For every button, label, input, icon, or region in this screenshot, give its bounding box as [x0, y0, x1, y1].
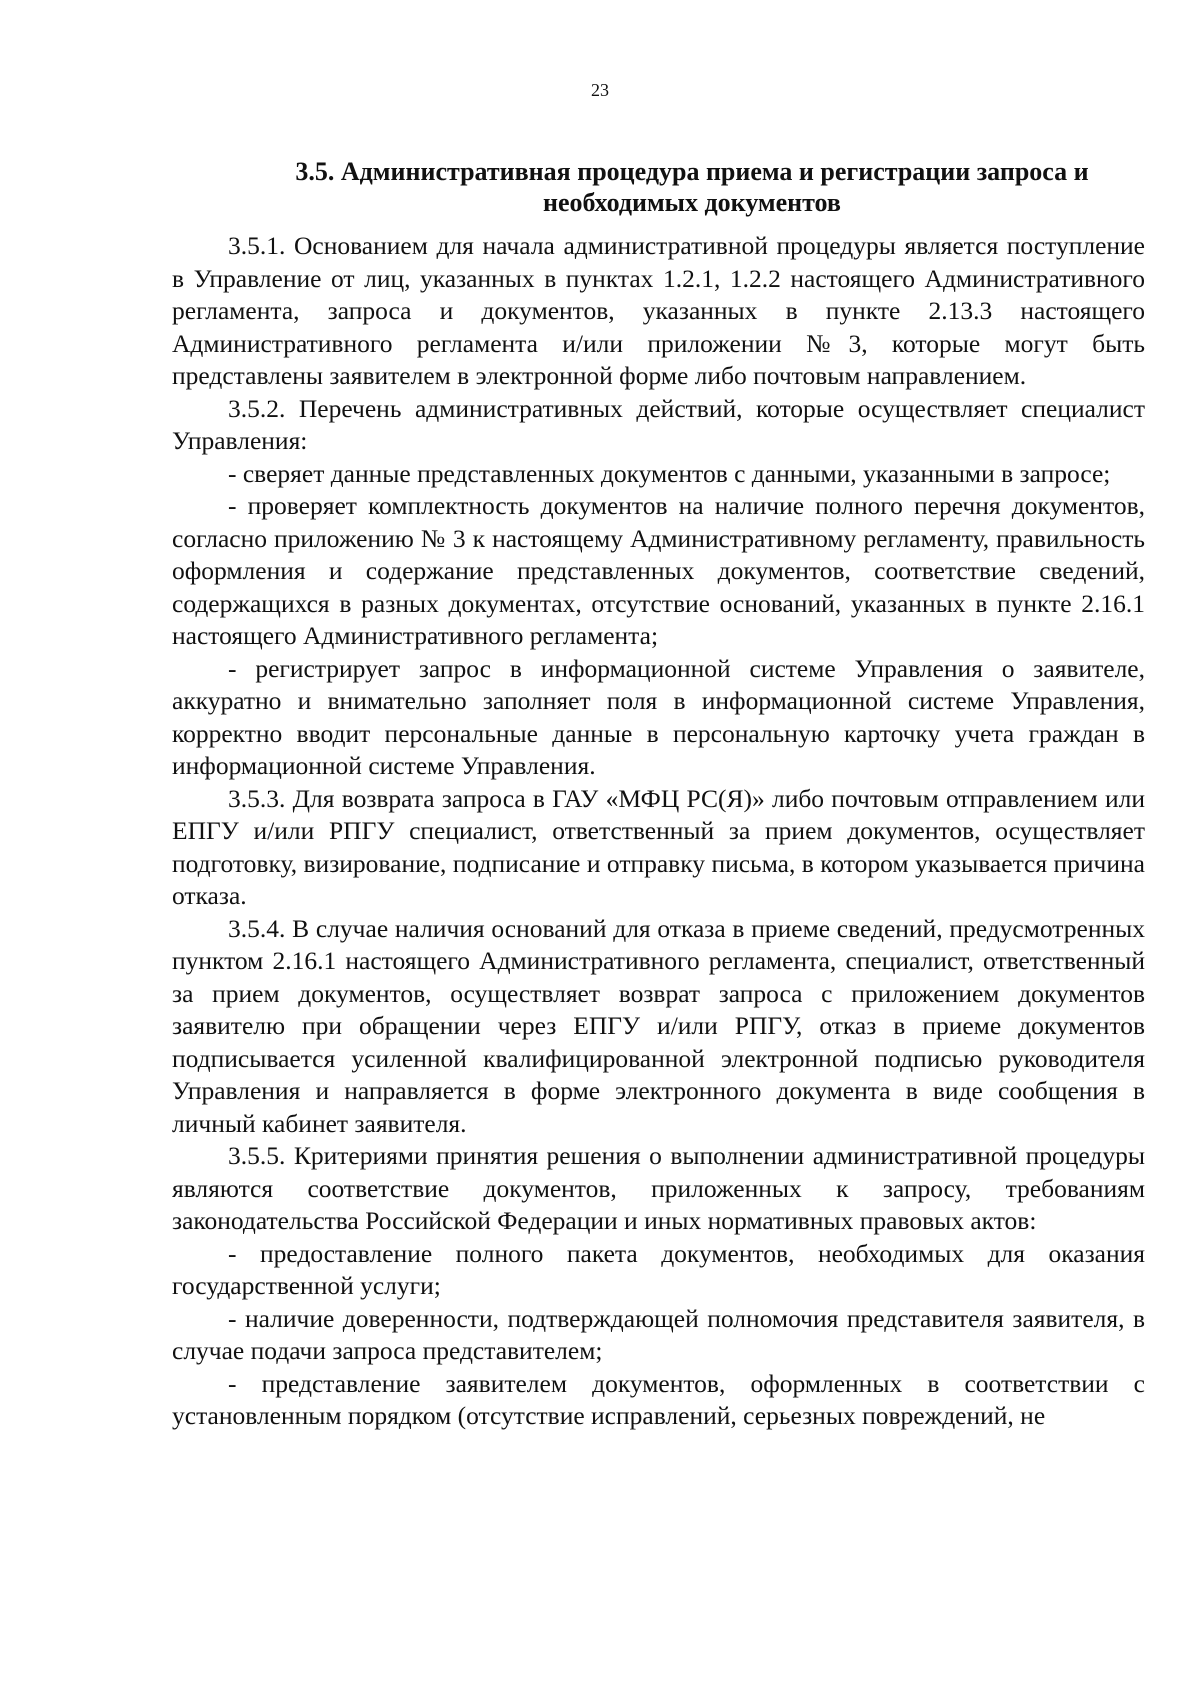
paragraph-3-5-3: 3.5.3. Для возврата запроса в ГАУ «МФЦ РС(Я)» либо почтовым отправлением или ЕПГУ и/или РПГУ специалист, ответственный за прием документов, осуществляет подготовку, визирование, подписание и отправку письма, в котором указывается причина отказа.: [172, 783, 1145, 910]
list-item-full-package: - предоставление полного пакета документов, необходимых для оказания государственной услуги;: [172, 1238, 1145, 1300]
list-item-power-of-attorney: - наличие доверенности, подтверждающей полномочия представителя заявителя, в случае подачи запроса представителем;: [172, 1303, 1145, 1365]
paragraph-3-5-1: 3.5.1. Основанием для начала административной процедуры является поступление в Управление от лиц, указанных в пунктах 1.2.1, 1.2.2 настоящего Административного регламента, запроса и документов, указанных в пункте 2.13.3 настоящего Административного регламента и/или приложении №3, которые могут быть представлены заявителем в электронной форме либо почтовым направлением.: [172, 231, 1145, 390]
paragraph-3-5-4: 3.5.4. В случае наличия оснований для отказа в приеме сведений, предусмотренных пунктом 2.16.1 настоящего Административного регламента, специалист, ответственный за прием документов, осуществляет возврат запроса с приложением документов заявителю при обращении через ЕПГУ и/или РПГУ, отказ в приеме документов подписывается усиленной квалифицированной электронной подписью руководителя Управления и направляется в форме электронного документа в виде сообщения в личный кабинет заявителя.: [172, 913, 1145, 1138]
section-heading: [232, 156, 1152, 218]
list-item-documents-format: - представление заявителем документов, оформленных в соответствии с установленным порядком (отсутствие исправлений, серьезных повреждений, не: [172, 1368, 1145, 1430]
document-body: [172, 230, 1145, 1433]
section-heading-line-1: 3.5. Административная процедура приема и регистрации запроса и: [295, 157, 1089, 186]
paragraph-3-5-2: 3.5.2. Перечень административных действий, которые осуществляет специалист Управления:: [172, 393, 1145, 455]
paragraph-3-5-5: 3.5.5. Критериями принятия решения о выполнении административной процедуры являются соответствие документов, приложенных к запросу, требованиям законодательства Российской Федерации и иных нормативных правовых актов:: [172, 1141, 1145, 1235]
section-heading-line-2: необходимых документов: [543, 188, 841, 217]
list-item-verify-data: - сверяет данные представленных документов с данными, указанными в запросе;: [228, 458, 1111, 488]
list-item-register-request: - регистрирует запрос в информационной системе Управления о заявителе, аккуратно и внимательно заполняет поля в информационной системе Управления, корректно вводит персональные данные в персональную карточку учета граждан в информационной системе Управления.: [172, 653, 1145, 780]
list-item-check-completeness: - проверяет комплектность документов на наличие полного перечня документов, согласно приложению № 3 к настоящему Административному регламенту, правильность оформления и содержание представленных документов, соответствие сведений, содержащихся в разных документах, отсутствие оснований, указанных в пункте 2.16.1 настоящего Административного регламента;: [172, 491, 1145, 650]
page-number: 23: [591, 80, 609, 100]
